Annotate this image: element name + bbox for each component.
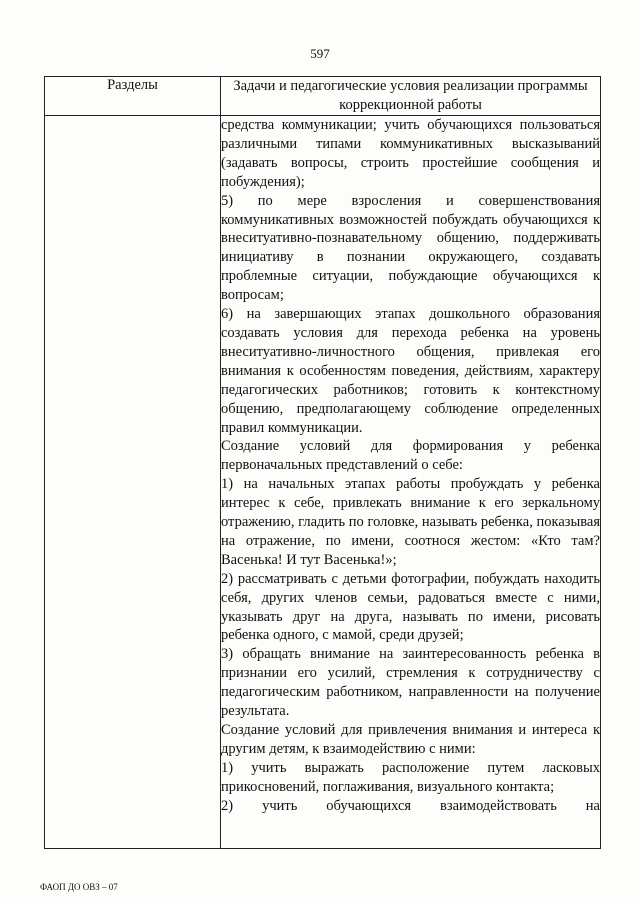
- paragraph: средства коммуникации; учить обучающихся пользоваться различными типами коммуникативных высказываний (задавать вопросы, строить простейшие сообщения и побуждения);: [221, 117, 600, 190]
- paragraph: 2) учить обучающихся взаимодействовать на: [221, 797, 600, 814]
- header-sections: Разделы: [45, 77, 221, 116]
- paragraph: Создание условий для формирования у ребенка первоначальных представлений о себе:: [221, 438, 600, 474]
- paragraph: 2) рассматривать с детьми фотографии, побуждать находить себя, других членов семьи, радоваться вместе с ними, указывать друг на друга, называть по имени, рисовать ребенка одного, с мамой, среди друзей;: [221, 570, 600, 644]
- table-header-row: [45, 77, 601, 116]
- paragraph: 6) на завершающих этапах дошкольного образования создавать условия для перехода ребенка на уровень внеситуативно-личностного общения, привлекая его внимания к особенностям поведения, действиям, характеру педагогических работников; готовить к контекстному общению, предполагающему соблюдение определенных правил коммуникации.: [221, 306, 600, 436]
- paragraph: 1) учить выражать расположение путем ласковых прикосновений, поглаживания, визуального контакта;: [221, 759, 600, 795]
- paragraph: 1) на начальных этапах работы пробуждать у ребенка интерес к себе, привлекать внимание к его зеркальному отражению, гладить по головке, называть ребенка, показывая на отражение, по имени, соотнося жестом: «Кто там? Васенька! И тут Васенька!»;: [221, 476, 600, 568]
- header-tasks: Задачи и педагогические условия реализации программы коррекционной работы: [221, 77, 601, 116]
- paragraph: 5) по мере взросления и совершенствования коммуникативных возможностей побуждать обучающихся к внеситуативно-познавательному общению, поддерживать инициативу в познании окружающего, создавать проблемные ситуации, побуждающие обучающихся к вопросам;: [221, 192, 600, 304]
- content-table: [44, 76, 601, 849]
- sections-cell: [45, 116, 221, 849]
- table-body-row: [45, 116, 601, 849]
- paragraph: 3) обращать внимание на заинтересованность ребенка в признании его усилий, стремления к сотрудничеству с педагогическим работником, направленности на получение результата.: [221, 646, 600, 720]
- page-number: 597: [310, 46, 330, 61]
- footer-code: ФАОП ДО ОВЗ – 07: [40, 882, 118, 892]
- paragraph: Создание условий для привлечения внимания и интереса к другим детям, к взаимодействию с ними:: [221, 722, 600, 757]
- tasks-cell: [221, 116, 601, 849]
